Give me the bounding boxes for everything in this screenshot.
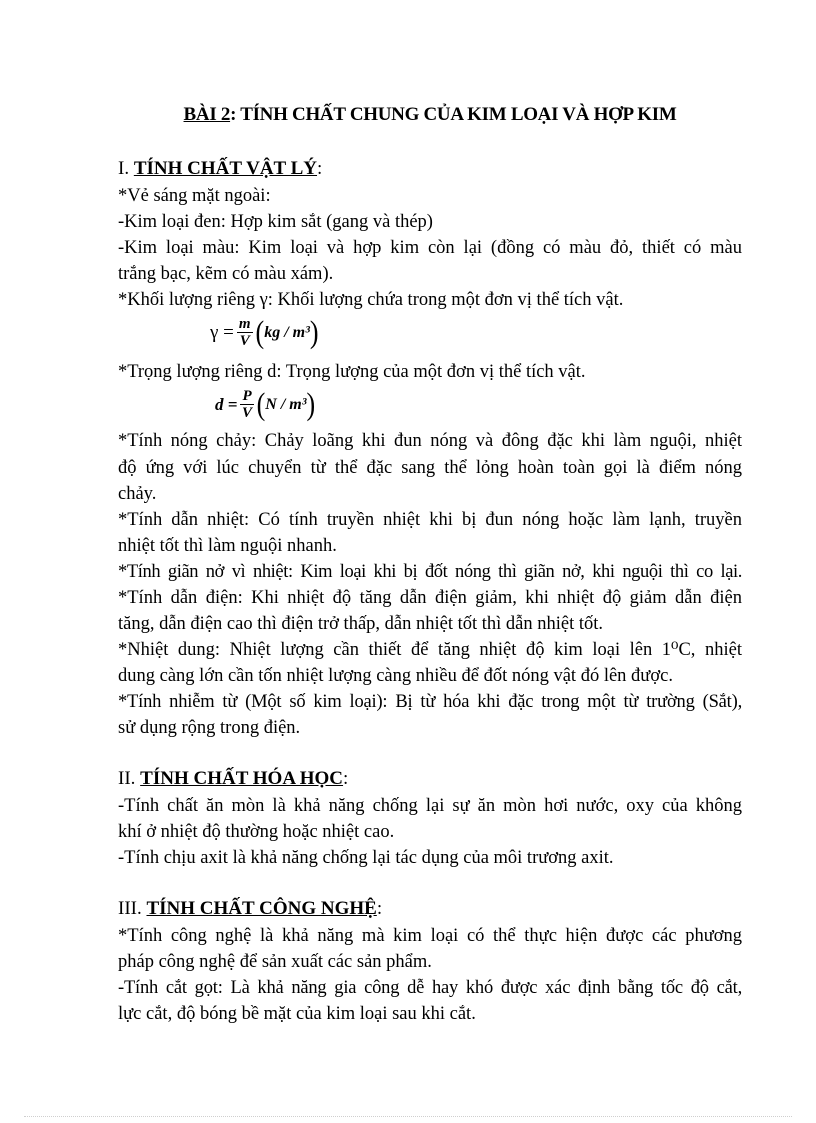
paragraph-line: *Khối lượng riêng γ: Khối lượng chứa trong một đơn vị thể tích vật. <box>118 290 624 310</box>
section-3-title: TÍNH CHẤT CÔNG NGHỆ <box>146 898 377 919</box>
paragraph-line: nhiệt tốt thì làm nguội nhanh. <box>118 536 337 556</box>
section-1-title: TÍNH CHẤT VẬT LÝ <box>133 158 318 179</box>
document-title <box>118 104 742 126</box>
paragraph-line: *Tính nhiễm từ (Một số kim loại): Bị từ hóa khi đặc trong một từ trường (Sắt), <box>118 692 742 712</box>
paragraph-line: *Trọng lượng riêng d: Trọng lượng của một đơn vị thể tích vật. <box>118 362 586 382</box>
paragraph-line: khí ở nhiệt độ thường hoặc nhiệt cao. <box>118 822 395 842</box>
section-2-colon: : <box>343 768 349 789</box>
paragraph-line: lực cắt, độ bóng bề mặt của kim loại sau khi cắt. <box>118 1004 476 1024</box>
formula-weight-denominator: V <box>242 405 253 421</box>
paragraph-line: sử dụng rộng trong điện. <box>118 718 301 738</box>
paragraph-line: *Nhiệt dung: Nhiệt lượng cần thiết để tăng nhiệt độ kim loại lên 1⁰C, nhiệt <box>118 640 742 660</box>
formula-weight-fraction <box>240 388 253 421</box>
paragraph-line: dung càng lớn cần tốn nhiệt lượng càng nhiều để đốt nóng vật đó lên được. <box>118 666 673 686</box>
section-3-colon: : <box>376 898 383 919</box>
paragraph-line: *Tính dẫn điện: Khi nhiệt độ tăng dẫn điện giảm, khi nhiệt độ giảm dẫn điện <box>118 588 742 608</box>
formula-weight-unit: N / m³ <box>265 395 307 413</box>
section-1-heading <box>118 158 322 180</box>
section-2-number: II. <box>118 768 141 789</box>
section-3-number: III. <box>118 898 147 919</box>
paragraph-line: -Tính cắt gọt: Là khả năng gia công dễ hay khó được xác định bằng tốc độ cắt, <box>118 978 742 998</box>
paragraph-line: *Tính công nghệ là khả năng mà kim loại có thể thực hiện được các phương <box>118 926 742 946</box>
paragraph-line: *Tính giãn nở vì nhiệt: Kim loại khi bị đốt nóng thì giãn nở, khi nguội thì co lại. <box>118 562 742 582</box>
paragraph-line: *Vẻ sáng mặt ngoài: <box>118 186 271 206</box>
section-1-number: I. <box>118 158 134 179</box>
title-rest: : TÍNH CHẤT CHUNG CỦA KIM LOẠI VÀ HỢP KIM <box>230 104 677 125</box>
paragraph-line: độ ứng với lúc chuyển từ thể đặc sang thể lỏng hoàn toàn gọi là điểm nóng <box>118 458 742 478</box>
paragraph-line: -Kim loại màu: Kim loại và hợp kim còn lại (đồng có màu đỏ, thiết có màu <box>118 238 742 258</box>
paragraph-line: chảy. <box>118 484 157 504</box>
formula-density-unit: kg / m³ <box>264 323 310 341</box>
formula-density-numerator: m <box>238 316 251 332</box>
formula-density-lhs: γ = <box>210 321 234 343</box>
formula-weight-lhs: d = <box>215 394 238 414</box>
paragraph-line: -Tính chất ăn mòn là khả năng chống lại sự ăn mòn hơi nước, oxy của không <box>118 796 742 816</box>
formula-density-fraction <box>237 316 253 349</box>
formula-density: γ = $\frac{m}{V}$ ( kg / m³ ) <box>210 314 319 350</box>
paragraph-line: -Kim loại đen: Hợp kim sắt (gang và thép) <box>118 212 433 232</box>
section-2-heading <box>118 768 348 790</box>
section-1-colon: : <box>317 158 323 179</box>
title-prefix: BÀI 2 <box>183 104 231 125</box>
paragraph-line: -Tính chịu axit là khả năng chống lại tác dụng của môi trương axit. <box>118 848 614 868</box>
formula-weight: d = $\frac{P}{V}$ ( N / m³ ) <box>215 386 316 422</box>
section-3-heading <box>118 898 382 920</box>
paragraph-line: trắng bạc, kẽm có màu xám). <box>118 264 334 284</box>
formula-weight-numerator: P <box>242 388 252 404</box>
formula-density-denominator: V <box>239 333 250 349</box>
section-2-title: TÍNH CHẤT HÓA HỌC <box>140 768 344 789</box>
paragraph-line: *Tính nóng chảy: Chảy loãng khi đun nóng và đông đặc khi làm nguội, nhiệt <box>118 431 742 451</box>
paragraph-line: tăng, dẫn điện cao thì điện trở thấp, dẫn nhiệt tốt thì dẫn nhiệt tốt. <box>118 614 604 634</box>
paragraph-line: *Tính dẫn nhiệt: Có tính truyền nhiệt khi bị đun nóng hoặc làm lạnh, truyền <box>118 510 742 530</box>
page-bottom-rule <box>24 1116 792 1117</box>
paragraph-line: pháp công nghệ để sản xuất các sản phẩm. <box>118 952 432 972</box>
